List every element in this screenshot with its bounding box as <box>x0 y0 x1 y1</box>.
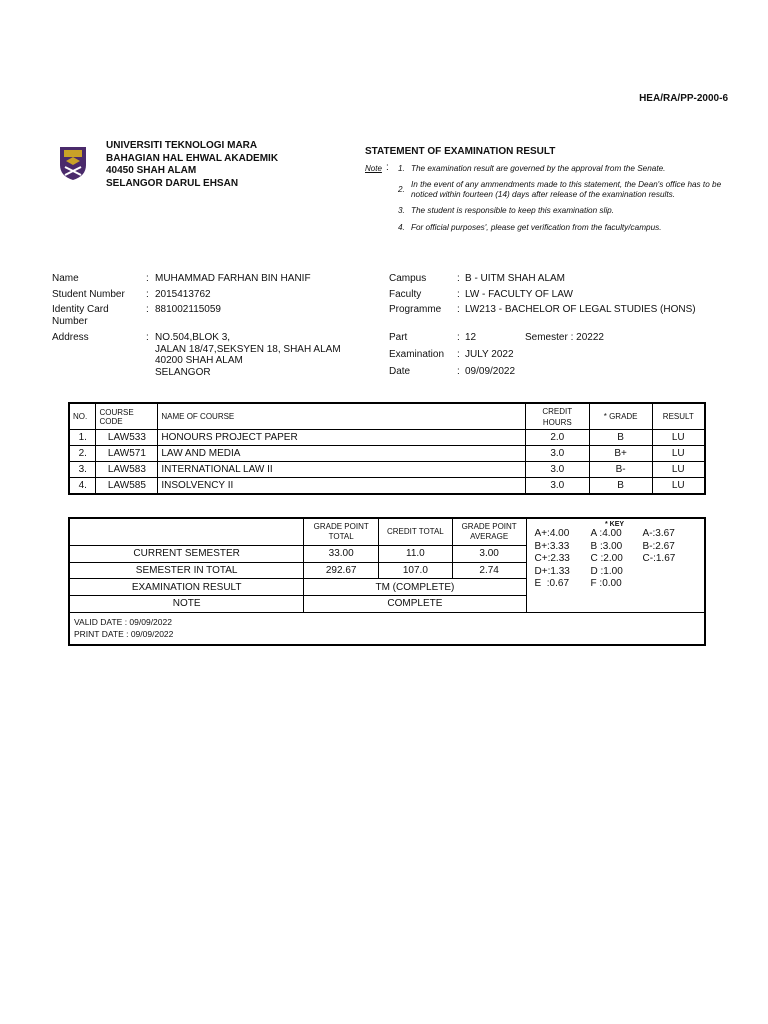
note-label: Note <box>365 164 382 173</box>
course-code: LAW533 <box>96 430 158 446</box>
note-text: For official purposes', please get verification from the faculty/campus. <box>411 223 662 232</box>
column-header: NAME OF COURSE <box>158 403 525 430</box>
key-entry: A-:3.67 <box>642 528 675 539</box>
key-entry: B-:2.67 <box>642 540 675 552</box>
colon: : <box>146 273 149 284</box>
student-number: 2015413762 <box>155 289 211 300</box>
programme-label: Programme <box>389 304 442 315</box>
courses-table <box>68 402 706 495</box>
column-header <box>525 403 589 430</box>
summary-row-dates <box>69 612 705 645</box>
address-line: 40200 SHAH ALAM <box>155 355 243 366</box>
dates-cell <box>69 612 705 645</box>
course-name: LAW AND MEDIA <box>158 446 525 462</box>
row-number: 3. <box>69 462 96 478</box>
colon: : <box>146 304 149 315</box>
key-entry: C-:1.67 <box>642 553 676 564</box>
colon: : <box>457 289 460 300</box>
course-name: INTERNATIONAL LAW II <box>158 462 525 478</box>
semester: Semester : 20222 <box>525 332 604 343</box>
column-header: RESULT <box>652 403 705 430</box>
grade-key-grid <box>535 528 704 591</box>
course-code: LAW585 <box>96 478 158 495</box>
row-number: 1. <box>69 430 96 446</box>
current-credit-total: 11.0 <box>379 546 453 563</box>
statement-title: STATEMENT OF EXAMINATION RESULT <box>365 146 556 157</box>
address-line: JALAN 18/47,SEKSYEN 18, SHAH ALAM <box>155 343 341 355</box>
colon: : <box>457 304 460 315</box>
faculty: LW - FACULTY OF LAW <box>465 289 573 300</box>
empty-cell <box>69 518 304 546</box>
identity-card-number: 881002115059 <box>155 304 221 315</box>
table-row <box>69 478 705 495</box>
university-address <box>106 140 278 190</box>
current-grade-point-total: 33.00 <box>304 546 379 563</box>
table-header-row <box>69 403 705 430</box>
row-number: 4. <box>69 478 96 495</box>
key-entry: F :0.00 <box>590 578 622 589</box>
note-text: The student is responsible to keep this examination slip. <box>411 206 614 215</box>
summary-header-row <box>69 518 705 546</box>
examination-label: Examination <box>389 349 445 360</box>
current-semester-label: CURRENT SEMESTER <box>69 546 304 563</box>
part-label: Part <box>389 332 408 343</box>
faculty-label: Faculty <box>389 289 422 300</box>
key-entry: C :2.00 <box>590 553 623 564</box>
column-header: COURSE CODE <box>96 403 158 430</box>
key-entry: A :4.00 <box>590 528 622 539</box>
address-label: Address <box>52 332 89 343</box>
note-colon: : <box>386 162 389 173</box>
total-grade-point-total: 292.67 <box>304 562 379 579</box>
grade-point-total-header: GRADE POINT TOTAL <box>304 518 379 546</box>
examination-result-value: TM (COMPLETE) <box>304 579 526 596</box>
identity-card-label: Identity Card Number <box>52 304 109 327</box>
credit-hours: 3.0 <box>525 446 589 462</box>
grade: B <box>589 430 652 446</box>
address-line: NO.504,BLOK 3, <box>155 332 231 343</box>
key-entry: B+:3.33 <box>534 540 570 552</box>
note-row-label: NOTE <box>69 596 304 613</box>
valid-date: VALID DATE : 09/09/2022 <box>74 616 172 627</box>
credit-hours: 3.0 <box>525 462 589 478</box>
date: 09/09/2022 <box>465 366 516 377</box>
postcode-city: 40450 SHAH ALAM <box>106 165 197 177</box>
note-text: In the event of any ammendments made to this statement, the Dean's office has to be noticed within fourteen (14) days after release of the examination results. <box>411 180 722 199</box>
grade: B- <box>589 462 652 478</box>
colon: : <box>457 349 460 360</box>
note-number: 1. <box>398 164 405 173</box>
total-credit-total: 107.0 <box>379 562 453 579</box>
campus: B - UITM SHAH ALAM <box>465 273 566 284</box>
key-entry: A+:4.00 <box>534 528 570 539</box>
campus-label: Campus <box>389 273 427 284</box>
key-entry: B :3.00 <box>590 540 623 552</box>
part: 12 <box>465 332 477 343</box>
student-name: MUHAMMAD FARHAN BIN HANIF <box>155 273 311 284</box>
result: LU <box>652 446 705 462</box>
key-entry: E :0.67 <box>534 578 569 589</box>
colon: : <box>146 332 149 343</box>
table-row <box>69 462 705 478</box>
table-row <box>69 430 705 446</box>
grade: B <box>589 478 652 495</box>
note-text: The examination result are governed by the approval from the Senate. <box>411 164 666 173</box>
examination-result-label: EXAMINATION RESULT <box>69 579 304 596</box>
address <box>155 332 341 378</box>
examination: JULY 2022 <box>465 349 514 360</box>
key-entry <box>643 578 695 591</box>
colon: : <box>146 289 149 300</box>
note-number: 3. <box>398 206 405 215</box>
state: SELANGOR DARUL EHSAN <box>106 177 239 189</box>
course-name: HONOURS PROJECT PAPER <box>158 430 525 446</box>
key-entry: C+:2.33 <box>534 553 570 564</box>
print-date: PRINT DATE : 09/09/2022 <box>74 628 174 639</box>
colon: : <box>457 366 460 377</box>
note-row-value: COMPLETE <box>304 596 526 613</box>
document-reference: HEA/RA/PP-2000-6 <box>639 93 728 104</box>
name-label: Name <box>52 273 79 284</box>
university-crest-logo <box>58 145 88 181</box>
key-entry <box>643 566 695 579</box>
credit-hours: 3.0 <box>525 478 589 495</box>
result: LU <box>652 430 705 446</box>
credit-total-header: CREDIT TOTAL <box>379 518 453 546</box>
address-line: SELANGOR <box>155 366 211 378</box>
date-label: Date <box>389 366 411 377</box>
course-name: INSOLVENCY II <box>158 478 525 495</box>
cumulative-gpa: 2.74 <box>452 562 526 579</box>
note-number: 2. <box>398 185 405 194</box>
key-entry: D+:1.33 <box>534 565 570 577</box>
university-name: UNIVERSITI TEKNOLOGI MARA <box>106 140 258 151</box>
course-code: LAW583 <box>96 462 158 478</box>
course-code: LAW571 <box>96 446 158 462</box>
department-name: BAHAGIAN HAL EHWAL AKADEMIK <box>106 152 279 164</box>
colon: : <box>457 332 460 343</box>
programme: LW213 - BACHELOR OF LEGAL STUDIES (HONS) <box>465 304 696 315</box>
result: LU <box>652 478 705 495</box>
student-number-label: Student Number <box>52 289 125 300</box>
key-entry: D :1.00 <box>590 565 623 577</box>
credit-hours: 2.0 <box>525 430 589 446</box>
current-gpa: 3.00 <box>452 546 526 563</box>
column-header: * GRADE <box>589 403 652 430</box>
note-number: 4. <box>398 223 405 232</box>
table-row <box>69 446 705 462</box>
colon: : <box>457 273 460 284</box>
grade: B+ <box>589 446 652 462</box>
result: LU <box>652 462 705 478</box>
grade-key <box>526 518 705 612</box>
credit-hours-header: CREDIT HOURS <box>542 406 573 427</box>
column-header: NO. <box>69 403 96 430</box>
semester-total-label: SEMESTER IN TOTAL <box>69 562 304 579</box>
grade-point-average-header: GRADE POINT AVERAGE <box>452 518 526 546</box>
grade-key-title: * KEY <box>605 521 625 528</box>
summary-table <box>68 517 706 646</box>
row-number: 2. <box>69 446 96 462</box>
